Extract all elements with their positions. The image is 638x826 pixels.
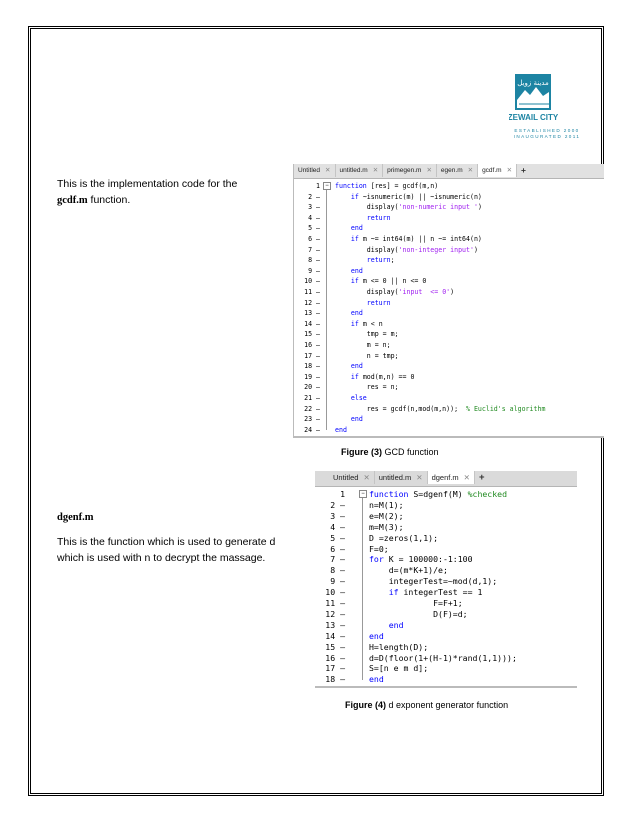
fold-collapse-icon[interactable]: − bbox=[359, 490, 367, 498]
line-number: 19 – bbox=[304, 372, 320, 381]
close-tab-icon[interactable]: ✕ bbox=[506, 167, 513, 174]
code-line[interactable]: d=D(floor(1+(H-1)*rand(1,1))); bbox=[369, 652, 517, 663]
dgenf-section bbox=[57, 510, 297, 566]
line-number: 5 – bbox=[330, 532, 345, 543]
code-line[interactable]: m = n; bbox=[335, 341, 391, 349]
code-line[interactable]: d=(m*K+1)/e; bbox=[369, 565, 448, 576]
line-number: 18 – bbox=[304, 362, 320, 371]
code-line[interactable]: D(F)=d; bbox=[369, 608, 468, 619]
code-line[interactable]: return bbox=[366, 213, 391, 222]
code-line[interactable]: F=F+1; bbox=[369, 598, 463, 608]
code-line[interactable]: for K = 100000:-1:100 bbox=[369, 554, 473, 565]
line-number: 12 – bbox=[304, 298, 320, 307]
code-line[interactable]: if ~isnumeric(m) || ~isnumeric(n) bbox=[350, 192, 482, 201]
line-number: 17 – bbox=[304, 351, 320, 360]
code-line[interactable]: integerTest=~mod(d,1); bbox=[369, 576, 498, 587]
line-number: 18 – bbox=[325, 674, 345, 685]
line-number: 9 – bbox=[330, 576, 345, 587]
editor-tab-bar bbox=[294, 164, 604, 179]
code-line[interactable]: else bbox=[350, 394, 367, 402]
line-number: 10 – bbox=[304, 277, 320, 286]
code-line[interactable]: end bbox=[369, 630, 384, 641]
line-number: 4 – bbox=[308, 213, 320, 222]
close-tab-icon[interactable]: ✕ bbox=[467, 167, 474, 174]
line-number: 15 – bbox=[304, 330, 320, 339]
code-line[interactable]: end bbox=[369, 674, 384, 685]
close-tab-icon[interactable]: ✕ bbox=[426, 167, 432, 174]
dgenf-code-editor bbox=[315, 471, 577, 688]
close-tab-icon[interactable]: ✕ bbox=[325, 167, 331, 174]
figure-3-caption: Figure (3) GCD function bbox=[341, 447, 439, 457]
line-number: 2 – bbox=[308, 192, 320, 201]
line-number: 5 – bbox=[308, 224, 320, 233]
dgenf-heading: dgenf.m bbox=[57, 512, 94, 523]
code-line[interactable]: n=M(1); bbox=[369, 499, 404, 510]
line-number: 15 – bbox=[325, 641, 345, 652]
tab-egen-m[interactable]: egen.m ✕ bbox=[437, 164, 478, 177]
figure-4-caption: Figure (4) d exponent generator function bbox=[345, 700, 509, 710]
line-number: 8 – bbox=[308, 256, 320, 265]
fold-collapse-icon[interactable]: − bbox=[323, 182, 331, 190]
line-number: 16 – bbox=[304, 341, 320, 349]
code-line[interactable]: e=M(2); bbox=[369, 510, 404, 521]
line-number: 14 – bbox=[304, 319, 320, 328]
new-tab-button[interactable]: + bbox=[478, 472, 485, 483]
code-line[interactable]: function S=dgenf(M) %checked bbox=[369, 489, 508, 499]
line-number: 2 – bbox=[330, 499, 345, 510]
tab-untitled[interactable]: Untitled ✕ bbox=[294, 164, 336, 177]
code-fold-gutter bbox=[326, 186, 327, 430]
code-line[interactable]: F=0; bbox=[369, 543, 389, 554]
code-line[interactable]: if m <= 0 || n <= 0 bbox=[350, 277, 427, 286]
line-number: 1 bbox=[340, 489, 345, 499]
code-line[interactable]: tmp = m; bbox=[335, 330, 399, 339]
code-line[interactable]: display('non-numeric input ') bbox=[335, 203, 482, 212]
tab-untitled-m[interactable]: untitled.m ✕ bbox=[375, 471, 428, 484]
line-number: 22 – bbox=[304, 404, 320, 413]
code-line[interactable]: return bbox=[366, 298, 391, 307]
line-number: 13 – bbox=[304, 309, 320, 318]
code-line[interactable]: return; bbox=[366, 256, 395, 265]
line-number: 9 – bbox=[308, 266, 320, 275]
gcdf-description: This is the implementation code for the gcdf.m function. bbox=[57, 178, 238, 206]
logo-name: ZEWAIL CITY bbox=[509, 113, 559, 122]
logo-emblem-icon bbox=[509, 74, 585, 130]
line-number: 17 – bbox=[325, 663, 345, 674]
code-line[interactable]: end bbox=[350, 224, 363, 233]
code-line[interactable]: if mod(m,n) == 0 bbox=[350, 372, 415, 381]
code-line[interactable]: end bbox=[350, 415, 363, 424]
gcdf-function-name: gcdf.m bbox=[57, 195, 88, 206]
code-line[interactable]: res = n; bbox=[335, 383, 399, 392]
code-line[interactable]: function [res] = gcdf(m,n) bbox=[335, 182, 439, 190]
code-line[interactable]: H=length(D); bbox=[369, 641, 429, 652]
line-number: 3 – bbox=[308, 203, 320, 212]
dgenf-description-line1: This is the function which is used to generate d bbox=[57, 536, 276, 548]
code-line[interactable]: end bbox=[350, 362, 363, 371]
code-line[interactable]: end bbox=[350, 266, 363, 275]
line-number: 6 – bbox=[308, 235, 320, 243]
line-number: 12 – bbox=[325, 608, 345, 619]
line-number: 4 – bbox=[330, 521, 345, 532]
line-number: 24 – bbox=[304, 425, 320, 434]
line-number: 20 – bbox=[304, 383, 320, 392]
line-number: 7 – bbox=[330, 554, 345, 565]
tab-untitled[interactable]: Untitled ✕ bbox=[329, 471, 375, 484]
tab-dgenf-m[interactable]: dgenf.m ✕ bbox=[428, 471, 475, 484]
close-tab-icon[interactable]: ✕ bbox=[463, 473, 470, 482]
line-number: 1 bbox=[316, 182, 320, 190]
gcdf-code-editor bbox=[293, 164, 604, 438]
line-number: 11 – bbox=[304, 288, 320, 296]
line-number: 3 – bbox=[330, 510, 345, 521]
tab-primegen-m[interactable]: primegen.m ✕ bbox=[383, 164, 437, 177]
new-tab-button[interactable]: + bbox=[521, 165, 526, 175]
line-number: 10 – bbox=[325, 587, 345, 598]
logo-arabic-text: مدينة زويل bbox=[517, 79, 549, 87]
line-number: 7 – bbox=[308, 245, 320, 254]
line-number: 6 – bbox=[330, 543, 345, 554]
code-line[interactable]: if integerTest == 1 bbox=[388, 587, 483, 598]
code-line[interactable]: display('non-integer input') bbox=[335, 245, 478, 254]
close-tab-icon[interactable]: ✕ bbox=[363, 473, 370, 482]
dgenf-description-line2: which is used with n to decrypt the massage. bbox=[57, 552, 266, 564]
line-number: 14 – bbox=[325, 630, 345, 641]
close-tab-icon[interactable]: ✕ bbox=[372, 167, 379, 174]
code-line[interactable]: if m < n bbox=[350, 319, 383, 328]
code-line[interactable]: n = tmp; bbox=[335, 351, 399, 360]
tab-untitled-m[interactable]: untitled.m ✕ bbox=[336, 164, 384, 177]
code-line[interactable]: end bbox=[350, 309, 363, 318]
line-number: 21 – bbox=[304, 394, 320, 402]
tab-gcdf-m[interactable]: gcdf.m ✕ bbox=[478, 164, 517, 177]
code-line[interactable]: S=[n e m d]; bbox=[369, 663, 429, 674]
code-line[interactable]: end bbox=[388, 619, 404, 630]
logo-established: ESTABLISHED 2000 INAUGURATED 2011 bbox=[513, 128, 581, 139]
line-number: 8 – bbox=[330, 565, 345, 576]
code-line[interactable]: end bbox=[335, 425, 347, 434]
editor-tab-bar bbox=[315, 471, 577, 487]
code-line[interactable]: res = gcdf(n,mod(m,n)); % Euclid's algorithm bbox=[335, 404, 546, 413]
line-number: 23 – bbox=[304, 415, 320, 424]
code-fold-gutter bbox=[362, 494, 363, 679]
code-line[interactable]: if m ~= int64(m) || n ~= int64(n) bbox=[350, 235, 482, 243]
code-line[interactable]: m=M(3); bbox=[369, 521, 404, 532]
code-line[interactable]: display('input <= 0') bbox=[335, 288, 455, 296]
line-number: 11 – bbox=[325, 598, 345, 608]
code-line[interactable]: D =zeros(1,1); bbox=[369, 532, 439, 543]
line-number: 13 – bbox=[325, 619, 345, 630]
line-number: 16 – bbox=[325, 652, 345, 663]
close-tab-icon[interactable]: ✕ bbox=[416, 473, 423, 482]
